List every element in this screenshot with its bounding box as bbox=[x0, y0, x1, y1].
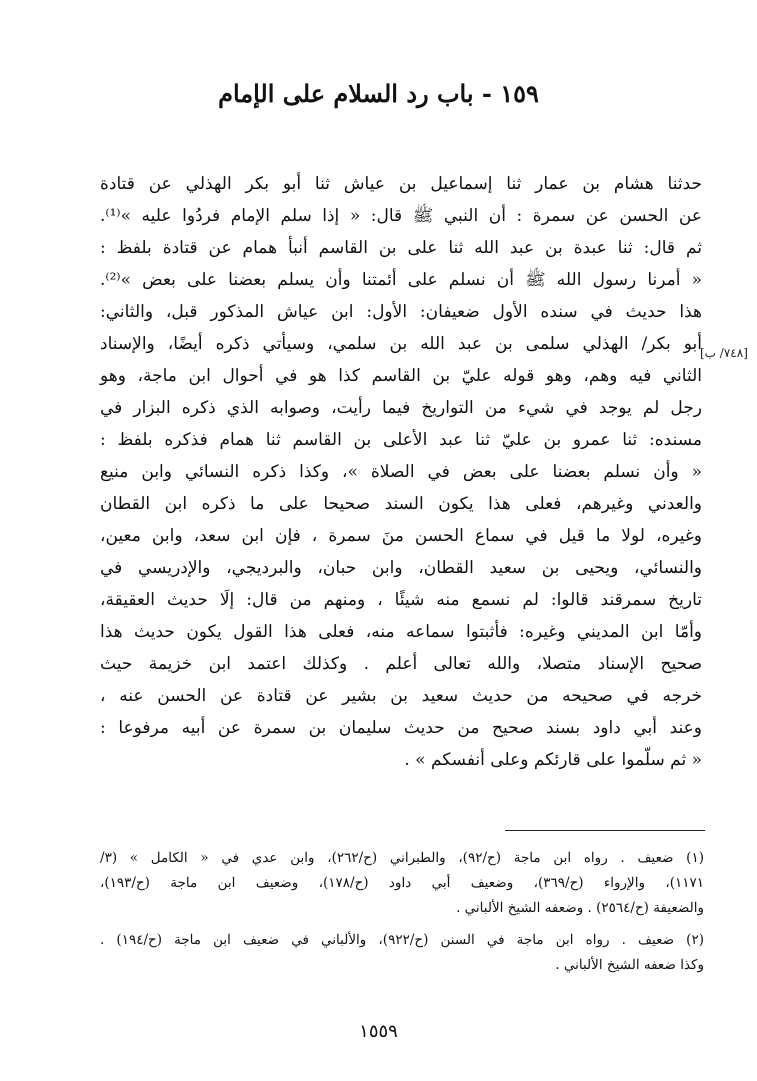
footnote-line: والضعيفة (ح/٢٥٦٤) . وضعفه الشيخ الألباني . bbox=[456, 900, 704, 916]
body-line: « وأن نسلم بعضنا على بعض في الصلاة »، وكذا ذكره النسائي وابن منيع bbox=[100, 462, 702, 482]
chapter-title: ١٥٩ - باب رد السلام على الإمام bbox=[218, 79, 539, 108]
body-line: ثم قال: ثنا عبدة بن عبد الله ثنا على بن القاسم أنبأ همام عن قتادة بلفظ : bbox=[100, 238, 702, 258]
body-line: وغيره، لولا ما قيل في سماع الحسن منَ سمرة ، فإن ابن سعد، وابن معين، bbox=[100, 526, 702, 546]
body-line: مسنده: ثنا عمرو بن عليّ ثنا عبد الأعلى بن القاسم ثنا همام فذكره بلفظ : bbox=[100, 430, 702, 450]
body-line: صحيح الإسناد متصلا، والله تعالى أعلم . وكذلك اعتمد ابن خزيمة حيث bbox=[100, 654, 702, 674]
footnote bbox=[100, 846, 704, 921]
body-line: « أمرنا رسول الله ﷺ أن نسلم على أئمتنا وأن يسلم بعضنا على بعض »⁽²⁾. bbox=[100, 270, 702, 290]
body-line: « ثم سلّموا على قارئكم وعلى أنفسكم » . bbox=[404, 750, 702, 770]
footnote-line: وكذا ضعفه الشيخ الألباني . bbox=[555, 957, 704, 973]
footnotes bbox=[100, 846, 704, 978]
body-line: عن الحسن عن سمرة : أن النبي ﷺ قال: « إذا سلم الإمام فردُوا عليه »⁽¹⁾. bbox=[100, 206, 702, 226]
footnote-line: ١١٧١)، والإرواء (ح/٣٦٩)، وضعيف أبي داود (ح/١٧٨)، وضعيف ابن ماجة (ح/١٩٣)، bbox=[100, 875, 705, 891]
manuscript-folio-note: [٧٤٨/ ب] bbox=[700, 346, 748, 360]
page-number: ١٥٥٩ bbox=[359, 1021, 398, 1042]
footnote-line: (١) ضعيف . رواه ابن ماجة (ح/٩٢)، والطبراني (ح/٢٦٢)، وابن عدي في « الكامل » (٣/ bbox=[100, 850, 704, 866]
hadith-body-text bbox=[100, 168, 702, 776]
body-line: تاريخ سمرقند قالوا: لم نسمع منه شيئًا ، ومنهم من قال: إلَا حديث العقيقة، bbox=[100, 590, 702, 610]
body-line: والنسائي، ويحيى بن سعيد القطان، وابن حبان، والبرديجي، والإدريسي في bbox=[100, 558, 702, 578]
body-line: هذا حديث في سنده الأول ضعيفان: الأول: ابن عياش المذكور قبل، والثاني: bbox=[100, 302, 702, 322]
footnote bbox=[100, 928, 704, 978]
body-line: وعند أبي داود بسند صحيح من حديث سليمان بن سمرة عن أبيه مرفوعا : bbox=[100, 718, 702, 738]
body-line: والعدني وغيرهم، فعلى هذا يكون السند صحيحا على ما ذكره ابن القطان bbox=[100, 494, 702, 514]
body-line: الثاني فيه وهم، وهو قوله عليّ بن القاسم كذا هو في أحوال ابن ماجة، وهو bbox=[100, 366, 702, 386]
footnote-separator bbox=[505, 830, 705, 831]
body-line: حدثنا هشام بن عمار ثنا إسماعيل بن عياش ثنا أبو بكر الهذلي عن قتادة bbox=[100, 174, 702, 194]
body-line: وأمّا ابن المديني وغيره: فأثبتوا سماعه منه، فعلى هذا القول يكون حديث هذا bbox=[100, 622, 702, 642]
body-line: رجل لم يوجد في شيء من التواريخ فيما رأيت، وصوابه الذي ذكره البزار في bbox=[100, 398, 702, 418]
footnote-line: (٢) ضعيف . رواه ابن ماجة في السنن (ح/٩٢٢)، والألباني في ضعيف ابن ماجة (ح/١٩٤) . bbox=[100, 932, 704, 948]
body-line: خرجه في صحيحه من حديث سعيد بن بشير عن قتادة عن الحسن عنه ، bbox=[100, 686, 702, 706]
body-line: أبو بكر/ الهذلي سلمى بن عبد الله بن سلمي، وسيأتي ذكره أيضًا، والإسناد bbox=[100, 334, 702, 354]
